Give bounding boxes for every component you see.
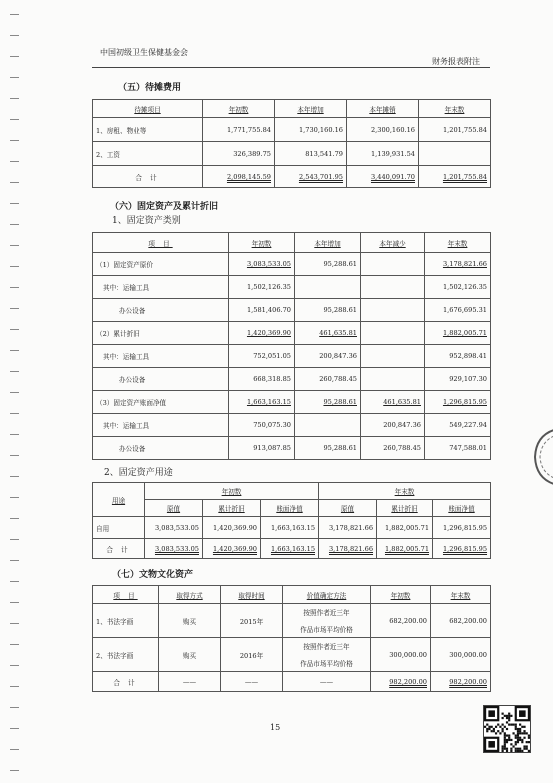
col-header: 本年增加 — [295, 233, 361, 253]
cell — [361, 253, 425, 276]
cell: 其中：运输工具 — [93, 414, 229, 437]
cell: 2,543,701.95 — [275, 166, 347, 188]
table-row — [93, 638, 491, 655]
cell: 办公设备 — [93, 437, 229, 460]
subsection-title-usage: 2、固定资产用途 — [104, 468, 173, 478]
table-row — [93, 253, 491, 276]
table-header-row — [93, 483, 491, 500]
subsection-title-categories: 1、固定资产类别 — [112, 216, 181, 226]
org-name: 中国初级卫生保健基金会 — [100, 48, 188, 57]
col-header: 原值 — [319, 500, 377, 517]
cell — [295, 414, 361, 437]
cell: 3,178,821.66 — [319, 539, 377, 559]
table-row — [93, 604, 491, 621]
table-row — [93, 368, 491, 391]
cell: 1,502,126.35 — [425, 276, 491, 299]
cell: 1,882,005.71 — [377, 539, 433, 559]
col-group-header: 年初数 — [145, 483, 319, 500]
cultural-assets-table — [92, 585, 491, 692]
binding-marks — [6, 0, 22, 783]
cell: 668,318.85 — [229, 368, 295, 391]
col-header: 待摊项目 — [93, 100, 203, 118]
cell: 752,051.05 — [229, 345, 295, 368]
cell: 作品市场平均价格 — [283, 621, 371, 638]
table-row — [93, 142, 491, 166]
table-row — [93, 276, 491, 299]
cell: 326,389.75 — [203, 142, 275, 166]
cell: 260,788.45 — [361, 437, 425, 460]
table-subheader-row — [93, 500, 491, 517]
cell: 按照作者近三年 — [283, 604, 371, 621]
cell — [419, 142, 491, 166]
cell: 682,200.00 — [371, 604, 431, 638]
cell: 3,083,533.05 — [145, 539, 203, 559]
table-row — [93, 414, 491, 437]
fixed-assets-usage-table — [92, 482, 491, 559]
col-header: 原值 — [145, 500, 203, 517]
col-header: 取得时间 — [221, 586, 283, 604]
cell: —— — [159, 672, 221, 692]
cell: —— — [283, 672, 371, 692]
cell: 2,300,160.16 — [347, 118, 419, 142]
table-header-row — [93, 586, 491, 604]
fixed-assets-category-table — [92, 232, 491, 460]
cell: 按照作者近三年 — [283, 638, 371, 655]
cell: 3,083,533.05 — [145, 517, 203, 539]
cell: 3,083,533.05 — [229, 253, 295, 276]
table-row — [93, 391, 491, 414]
cell: 1,676,695.31 — [425, 299, 491, 322]
cell — [361, 368, 425, 391]
cell — [295, 276, 361, 299]
cell: （3）固定资产账面净值 — [93, 391, 229, 414]
cell: 办公设备 — [93, 368, 229, 391]
cell: 2、书法字画 — [93, 638, 159, 672]
table-row — [93, 322, 491, 345]
cell: 购买 — [159, 638, 221, 672]
cell: 1,139,931.54 — [347, 142, 419, 166]
cell: 747,588.01 — [425, 437, 491, 460]
cell: 自用 — [93, 517, 145, 539]
cell: 合 计 — [93, 166, 203, 188]
cell: 461,635.81 — [361, 391, 425, 414]
col-header: 本年摊销 — [347, 100, 419, 118]
cell: 982,200.00 — [431, 672, 491, 692]
cell: 2,098,145.59 — [203, 166, 275, 188]
col-header: 价值确定方法 — [283, 586, 371, 604]
cell: 2、工资 — [93, 142, 203, 166]
table-row — [93, 437, 491, 460]
page-number: 15 — [270, 723, 281, 732]
col-header: 年末数 — [419, 100, 491, 118]
table-total-row — [93, 166, 491, 188]
cell: 929,107.30 — [425, 368, 491, 391]
cell: 1,581,406.70 — [229, 299, 295, 322]
cell: 95,288.61 — [295, 253, 361, 276]
cell: 1,663,163.15 — [229, 391, 295, 414]
col-header: 账面净值 — [433, 500, 491, 517]
cell: 549,227.94 — [425, 414, 491, 437]
cell: 作品市场平均价格 — [283, 655, 371, 672]
col-header: 年末数 — [431, 586, 491, 604]
cell: 3,178,821.66 — [319, 517, 377, 539]
cell: 1,882,005.71 — [425, 322, 491, 345]
col-group-header: 年末数 — [319, 483, 491, 500]
cell: 1,502,126.35 — [229, 276, 295, 299]
section-title-prepaid: （五）待摊费用 — [118, 83, 182, 93]
col-header: 累计折旧 — [203, 500, 261, 517]
cell: 200,847.36 — [295, 345, 361, 368]
col-header: 年末数 — [425, 233, 491, 253]
table-row — [93, 517, 491, 539]
table-row — [93, 345, 491, 368]
cell: 1,296,815.95 — [425, 391, 491, 414]
cell: 办公设备 — [93, 299, 229, 322]
table-row — [93, 118, 491, 142]
cell — [361, 322, 425, 345]
cell: 95,288.61 — [295, 299, 361, 322]
table-row — [93, 299, 491, 322]
section-title-cultural-assets: （七）文物文化资产 — [112, 570, 194, 580]
col-header: 账面净值 — [261, 500, 319, 517]
cell — [361, 345, 425, 368]
cell: 300,000.00 — [431, 638, 491, 672]
qr-code-icon — [483, 705, 531, 753]
cell: 913,087.85 — [229, 437, 295, 460]
prepaid-expenses-table — [92, 99, 491, 188]
table-header-row — [93, 233, 491, 253]
cell — [361, 299, 425, 322]
cell: —— — [221, 672, 283, 692]
cell: 1、书法字画 — [93, 604, 159, 638]
table-total-row — [93, 672, 491, 692]
col-header: 年初数 — [371, 586, 431, 604]
cell: 982,200.00 — [371, 672, 431, 692]
col-header: 项 目 — [93, 233, 229, 253]
col-header: 用途 — [93, 483, 145, 517]
cell: 1,663,163.15 — [261, 517, 319, 539]
cell: 2016年 — [221, 638, 283, 672]
cell: （1）固定资产原价 — [93, 253, 229, 276]
cell: 95,288.61 — [295, 437, 361, 460]
cell: 813,541.79 — [275, 142, 347, 166]
cell: 1,296,815.95 — [433, 517, 491, 539]
cell: （2）累计折旧 — [93, 322, 229, 345]
cell: 750,075.30 — [229, 414, 295, 437]
col-header: 取得方式 — [159, 586, 221, 604]
col-header: 本年增加 — [275, 100, 347, 118]
cell: 200,847.36 — [361, 414, 425, 437]
cell: 1,771,755.84 — [203, 118, 275, 142]
col-header: 年初数 — [229, 233, 295, 253]
table-header-row — [93, 100, 491, 118]
cell: 1,296,815.95 — [433, 539, 491, 559]
cell: 95,288.61 — [295, 391, 361, 414]
cell — [361, 276, 425, 299]
col-header: 项 目 — [93, 586, 159, 604]
cell: 其中：运输工具 — [93, 276, 229, 299]
cell: 1,882,005.71 — [377, 517, 433, 539]
cell: 260,788.45 — [295, 368, 361, 391]
cell: 合 计 — [93, 539, 145, 559]
cell: 1,730,160.16 — [275, 118, 347, 142]
col-header: 累计折旧 — [377, 500, 433, 517]
cell: 1,420,369.90 — [203, 517, 261, 539]
cell: 1、房租、物业等 — [93, 118, 203, 142]
table-total-row — [93, 539, 491, 559]
section-title-fixed-assets: （六）固定资产及累计折旧 — [110, 202, 219, 212]
cell: 1,420,369.90 — [203, 539, 261, 559]
cell: 1,201,755.84 — [419, 118, 491, 142]
report-section: 财务报表附注 — [432, 57, 480, 66]
cell: 3,440,091.70 — [347, 166, 419, 188]
cell: 1,201,755.84 — [419, 166, 491, 188]
cell: 3,178,821.66 — [425, 253, 491, 276]
header-rule — [92, 67, 490, 68]
cell: 682,200.00 — [431, 604, 491, 638]
cell: 1,420,369.90 — [229, 322, 295, 345]
cell: 1,663,163.15 — [261, 539, 319, 559]
seal-stamp-icon — [532, 428, 553, 486]
cell: 合 计 — [93, 672, 159, 692]
cell: 300,000.00 — [371, 638, 431, 672]
cell: 461,635.81 — [295, 322, 361, 345]
col-header: 年初数 — [203, 100, 275, 118]
cell: 其中：运输工具 — [93, 345, 229, 368]
cell: 购买 — [159, 604, 221, 638]
cell: 2015年 — [221, 604, 283, 638]
cell: 952,898.41 — [425, 345, 491, 368]
col-header: 本年减少 — [361, 233, 425, 253]
